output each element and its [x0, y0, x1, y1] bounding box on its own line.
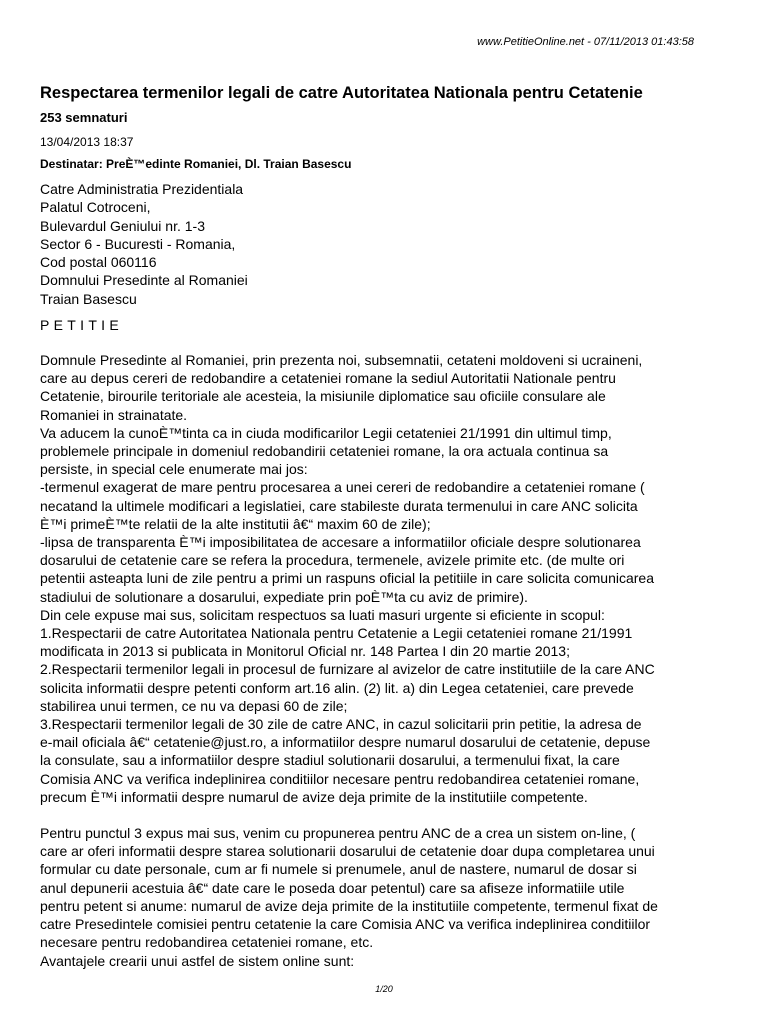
- body-line: care au depus cereri de redobandire a cetateniei romane la sediul Autoritatii Nationale pentru: [40, 370, 616, 387]
- body-line: Comisia ANC va verifica indeplinirea conditiilor necesare pentru redobandirea cetateniei romane,: [40, 770, 640, 787]
- body-line: Din cele expuse mai sus, solicitam respectuos sa luati masuri urgente si eficiente in scopul:: [40, 606, 605, 623]
- body-line: catre Presedintele comisiei pentru cetatenie la care Comisia ANC va verifica indeplinirea conditiilor: [40, 916, 651, 933]
- body-line: 1.Respectarii de catre Autoritatea Nationala pentru Cetatenie a Legii cetateniei romane 21/1991: [40, 625, 633, 642]
- petition-body: [40, 351, 740, 970]
- body-line: care ar oferi informatii despre starea solutionarii dosarului de cetatenie doar dupa completarea unui: [40, 843, 655, 860]
- body-line: precum È™i informatii despre numarul de avize deja primite de la institutiile competente.: [40, 788, 588, 805]
- body-line: -lipsa de transparenta È™i imposibilitatea de accesare a informatiilor oficiale despre solutionarea: [40, 534, 641, 551]
- body-line: e-mail oficiala â€“ cetatenie@just.ro, a informatiilor despre numarul dosarului de cetatenie, depuse: [40, 734, 651, 751]
- body-line: modificata in 2013 si publicata in Monitorul Oficial nr. 148 Partea I din 20 martie 2013;: [40, 643, 570, 660]
- paragraph-gap: [40, 806, 740, 824]
- address-line: Catre Administratia Prezidentiala: [40, 181, 244, 197]
- recipient: Destinatar: PreÈ™edinte Romaniei, Dl. Traian Basescu: [40, 157, 352, 171]
- address-block: [40, 180, 248, 308]
- signature-count: 253 semnaturi: [40, 110, 128, 125]
- body-line: anul depunerii acestuia â€“ date care le poseda doar petentul) care sa afiseze informatiile utile: [40, 879, 625, 896]
- body-line: la consulate, sau a informatiilor despre stadiul solutionarii dosarului, a termenului fixat, la care: [40, 752, 620, 769]
- petition-date: 13/04/2013 18:37: [40, 135, 134, 149]
- address-line: Traian Basescu: [40, 290, 137, 307]
- page-title: Respectarea termenilor legali de catre Autoritatea Nationala pentru Cetatenie: [40, 84, 643, 102]
- address-line: Cod postal 060116: [40, 254, 157, 271]
- header-source: www.PetitieOnline.net - 07/11/2013 01:43:58: [477, 36, 694, 48]
- body-line: 2.Respectarii termenilor legali in procesul de furnizare al avizelor de catre institutiile de la care ANC: [40, 661, 655, 678]
- body-line: 3.Respectarii termenilor legali de 30 zile de catre ANC, in cazul solicitarii prin petitie, la adresa de: [40, 716, 642, 733]
- body-line: Romaniei in strainatate.: [40, 406, 188, 423]
- body-line: petentii asteapta luni de zile pentru a primi un raspuns oficial la petitiile in care solicita comunicarea: [40, 570, 654, 587]
- address-line: Bulevardul Geniului nr. 1-3: [40, 217, 205, 234]
- body-line: È™i primeÈ™te relatii de la alte institutii â€“ maxim 60 de zile);: [40, 515, 431, 532]
- body-line: stabilirea unui termen, ce nu va depasi 60 de zile;: [40, 697, 348, 714]
- body-line: formular cu date personale, cum ar fi numele si prenumele, anul de nastere, numarul de dosar si: [40, 861, 637, 878]
- body-line: solicita informatii despre petenti conform art.16 alin. (2) lit. a) din Legea cetateniei, care prevede: [40, 679, 634, 696]
- body-line: -termenul exagerat de mare pentru procesarea a unei cereri de redobandire a cetateniei romane (: [40, 479, 645, 496]
- address-line: Domnului Presedinte al Romaniei: [40, 272, 248, 289]
- body-line: stadiului de solutionare a dosarului, expediate prin poÈ™ta cu aviz de primire).: [40, 588, 528, 605]
- address-line: Palatul Cotroceni,: [40, 199, 151, 216]
- body-line: Domnule Presedinte al Romaniei, prin prezenta noi, subsemnatii, cetateni moldoveni si ucraineni,: [40, 352, 643, 368]
- body-line: Avantajele crearii unui astfel de sistem online sunt:: [40, 952, 355, 969]
- body-line: necatand la ultimele modificari a legislatiei, care stabileste durata termenului in care ANC solicita: [40, 497, 638, 514]
- body-line: Cetatenie, birourile teritoriale ale acesteia, la misiunile diplomatice sau oficiile consulare ale: [40, 388, 606, 405]
- body-line: necesare pentru redobandirea cetateniei romane, etc.: [40, 934, 374, 951]
- address-line: Sector 6 - Bucuresti - Romania,: [40, 235, 236, 252]
- body-line: dosarului de cetatenie care se refera la procedura, termenele, avizele primite etc. (de multe ori: [40, 552, 625, 569]
- body-line: problemele principale in domeniul redobandirii cetateniei romane, la ora actuala continua sa: [40, 443, 609, 460]
- petition-heading: PETITIE: [40, 317, 123, 333]
- body-line: Va aducem la cunoÈ™tinta ca in ciuda modificarilor Legii cetateniei 21/1991 din ultimul timp,: [40, 424, 612, 441]
- body-line: pentru petent si anume: numarul de avize deja primite de la institutiile competente, termenul fixat de: [40, 897, 658, 914]
- body-line: Pentru punctul 3 expus mai sus, venim cu propunerea pentru ANC de a crea un sistem on-line, (: [40, 825, 636, 842]
- body-line: persiste, in special cele enumerate mai jos:: [40, 461, 308, 478]
- page-number: 1/20: [375, 984, 393, 994]
